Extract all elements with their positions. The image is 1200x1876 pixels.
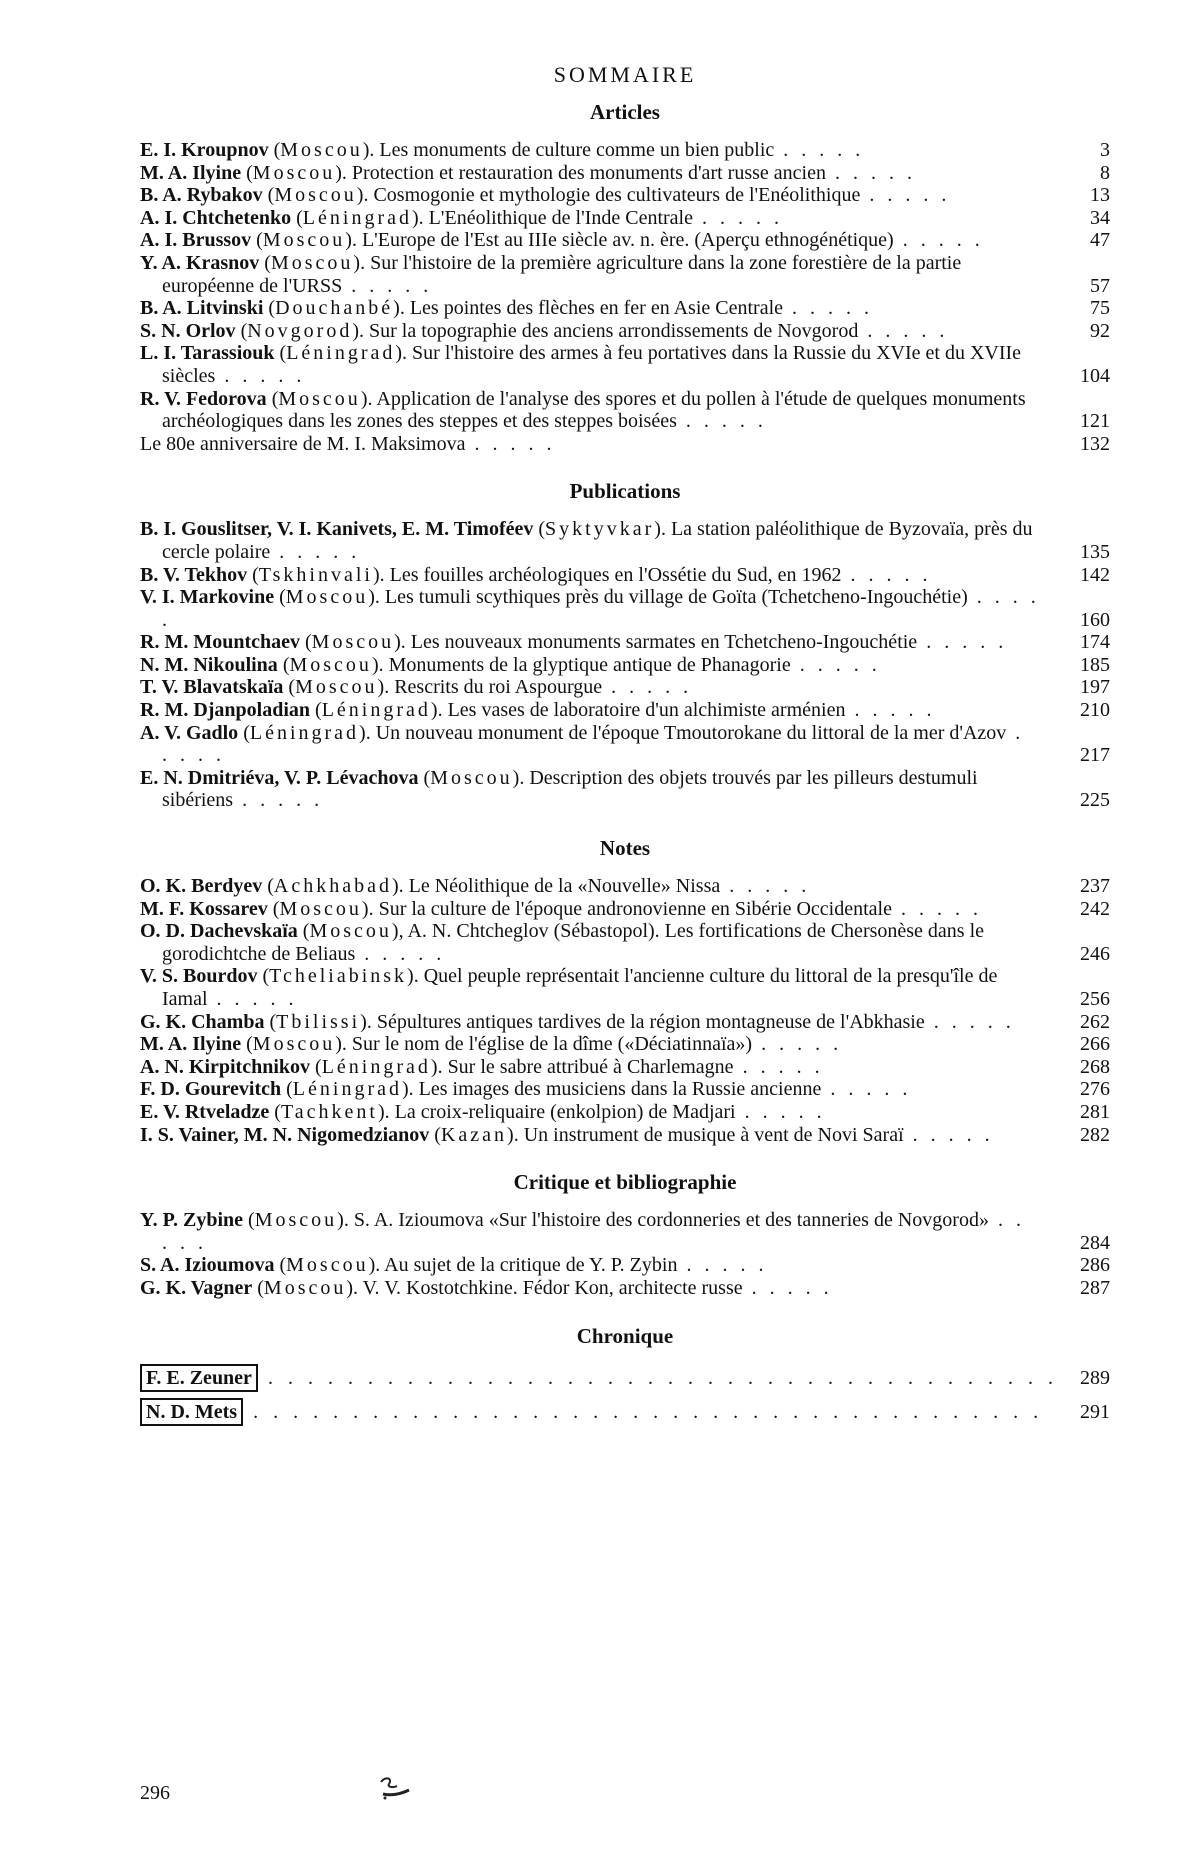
- entry-place: Tbilissi: [276, 1010, 361, 1033]
- toc-entry: R. M. Djanpoladian (Léningrad). Les vases de laboratoire d'un alchimiste arménien . . . . . 210: [140, 699, 1110, 722]
- entry-page-number: 13: [1090, 184, 1110, 207]
- entry-page-number: 210: [1080, 699, 1110, 722]
- entry-author: M. A. Ilyine: [140, 161, 242, 184]
- toc-entry: M. A. Ilyine (Moscou). Protection et restauration des monuments d'art russe ancien . . . . . 8: [140, 161, 1110, 184]
- entry-author: G. K. Vagner: [140, 1276, 253, 1299]
- entry-page-number: 75: [1090, 297, 1110, 320]
- entry-page-number: 287: [1080, 1276, 1110, 1299]
- entry-place: Tachkent: [280, 1100, 378, 1123]
- leader-dots: . . . . .: [845, 699, 936, 722]
- entry-title: . L'Europe de l'Est au IIIe siècle av. n. ère. (Aperçu ethnogénétique): [351, 229, 894, 252]
- obituary-page-number: 289: [1080, 1366, 1110, 1389]
- entry-page-number: 225: [1080, 789, 1110, 812]
- entry-page-number: 242: [1080, 897, 1110, 920]
- leader-dots: . . . . .: [917, 631, 1008, 654]
- leader-dots: . . . . .: [841, 563, 932, 586]
- entry-title: . Les nouveaux monuments sarmates en Tchetcheno-Ingouchétie: [400, 631, 918, 654]
- entry-title: . Un instrument de musique à vent de Novi Saraï: [513, 1123, 904, 1146]
- entry-author: V. S. Bourdov: [140, 965, 258, 988]
- leader-dots: . . . . .: [860, 184, 951, 207]
- entry-page-number: 284: [1080, 1231, 1110, 1254]
- entry-page-number: 256: [1080, 988, 1110, 1010]
- entry-place: Douchanbé: [275, 297, 394, 320]
- leader-dots: . . . . .: [162, 1209, 1025, 1254]
- entry-author: A. I. Brussov: [140, 229, 252, 252]
- toc-entry: S. N. Orlov (Novgorod). Sur la topographie des anciens arrondissements de Novgorod . . . . . 92: [140, 319, 1110, 342]
- entry-place: Moscou: [311, 631, 395, 654]
- entry-title: . Un nouveau monument de l'époque Tmoutorokane du littoral de la mer d'Azov: [365, 721, 1007, 744]
- toc-entry: V. S. Bourdov (Tcheliabinsk). Quel peuple représentait l'ancienne culture du littoral de la presqu'île de Iamal . . . . . 256: [140, 965, 1110, 1010]
- leader-dots: . . . . .: [720, 875, 811, 898]
- entry-place: Syktyvkar: [545, 518, 655, 541]
- entry-page-number: 3: [1100, 139, 1110, 161]
- leader-dots: . . . . .: [215, 364, 306, 387]
- entry-author: E. I. Kroupnov: [140, 139, 269, 161]
- entry-author: N. M. Nikoulina: [140, 653, 278, 676]
- entry-title: . Quel peuple représentait l'ancienne culture du littoral de la presqu'île de Iamal: [162, 965, 998, 1010]
- entry-title: . S. A. Izioumova «Sur l'histoire des cordonneries et des tanneries de Novgorod»: [343, 1209, 989, 1232]
- leader-dots: . . . . .: [465, 432, 556, 455]
- entry-place: Moscou: [279, 897, 362, 920]
- entry-page-number: 47: [1090, 229, 1110, 252]
- toc-entry: B. V. Tekhov (Tskhinvali). Les fouilles archéologiques en l'Ossétie du Sud, en 1962 . . . . . 142: [140, 563, 1110, 586]
- leader-dots: . . . . .: [774, 139, 865, 161]
- toc-entry: A. I. Brussov (Moscou). L'Europe de l'Est au IIIe siècle av. n. ère. (Aperçu ethnogénétique) . . . . . 47: [140, 229, 1110, 252]
- entry-title: . Les fouilles archéologiques en l'Ossétie du Sud, en 1962: [379, 563, 842, 586]
- leader-dots: . . . . .: [825, 161, 916, 184]
- section-heading-chronique: Chronique: [576, 1323, 674, 1348]
- obituary-name: F. E. Zeuner: [140, 1364, 258, 1392]
- entry-title: . Sur le nom de l'église de la dîme («Déciatinnaïa»): [341, 1033, 753, 1056]
- section-heading: Notes: [599, 836, 651, 861]
- chronique-section: [140, 1324, 1110, 1431]
- contents-sections: [140, 100, 1110, 1300]
- entry-author: E. V. Rtveladze: [140, 1100, 270, 1123]
- entry-author: I. S. Vainer, M. N. Nigomedzianov: [140, 1123, 430, 1146]
- entry-page-number: 92: [1090, 319, 1110, 342]
- entry-author: A. N. Kirpitchnikov: [140, 1055, 311, 1078]
- leader-dots: . . . . .: [677, 1254, 768, 1277]
- entry-page-number: 237: [1080, 875, 1110, 898]
- entry-page-number: 34: [1090, 206, 1110, 229]
- toc-entry: E. N. Dmitriéva, V. P. Lévachova (Moscou). Description des objets trouvés par les pilleurs destumuli sibériens . . . . . 225: [140, 766, 1110, 812]
- entry-place: Léningrad: [321, 699, 431, 722]
- entry-author: O. K. Berdyev: [140, 875, 263, 898]
- toc-entry: B. A. Rybakov (Moscou). Cosmogonie et mythologie des cultivateurs de l'Enéolithique . . . . . 13: [140, 184, 1110, 207]
- entry-page-number: 197: [1080, 676, 1110, 699]
- page-title: SOMMAIRE: [553, 62, 697, 87]
- entry-author: S. N. Orlov: [140, 319, 236, 342]
- leader-dots: . . . . .: [355, 942, 446, 965]
- entry-page-number: 281: [1080, 1100, 1110, 1123]
- entry-author: F. D. Gourevitch: [140, 1078, 282, 1101]
- obituary-entry: [140, 1397, 1110, 1431]
- entry-place: Moscou: [286, 1254, 369, 1277]
- toc-entry: G. K. Vagner (Moscou). V. V. Kostotchkine. Fédor Kon, architecte russe . . . . . 287: [140, 1276, 1110, 1299]
- stamp-mark: [375, 1772, 415, 1802]
- entry-author: B. I. Gouslitser, V. I. Kanivets, E. M. Timoféev: [140, 518, 534, 541]
- entry-title: . V. V. Kostotchkine. Fédor Kon, architecte russe: [353, 1276, 743, 1299]
- leader-dots: . . . . .: [162, 721, 1025, 767]
- toc-entry: F. D. Gourevitch (Léningrad). Les images des musiciens dans la Russie ancienne . . . . . 276: [140, 1078, 1110, 1101]
- toc-entry: V. I. Markovine (Moscou). Les tumuli scythiques près du village de Goïta (Tchetcheno-Ingouchétie) . . . . . 160: [140, 586, 1110, 631]
- entry-author: E. N. Dmitriéva, V. P. Lévachova: [140, 766, 419, 789]
- leader-dots: . . . . .: [752, 1033, 843, 1056]
- entry-page-number: 174: [1080, 631, 1110, 654]
- toc-entry: A. V. Gadlo (Léningrad). Un nouveau monument de l'époque Tmoutorokane du littoral de la mer d'Azov . . . . . 217: [140, 721, 1110, 767]
- entry-place: Moscou: [252, 1033, 336, 1056]
- entry-place: Léningrad: [292, 1078, 402, 1101]
- leader-dots: . . . . .: [821, 1078, 912, 1101]
- entry-page-number: 132: [1080, 432, 1110, 455]
- entry-title: . Description des objets trouvés par les pilleurs destumuli sibériens: [162, 766, 978, 812]
- toc-entry: I. S. Vainer, M. N. Nigomedzianov (Kazan). Un instrument de musique à vent de Novi Saraï . . . . . 282: [140, 1123, 1110, 1146]
- entry-title: . Les images des musiciens dans la Russie ancienne: [408, 1078, 822, 1101]
- entry-page-number: 121: [1080, 410, 1110, 433]
- table-of-contents: [140, 62, 1110, 1431]
- entry-author: R. V. Fedorova: [140, 387, 267, 410]
- toc-entry: R. V. Fedorova (Moscou). Application de l'analyse des spores et du pollen à l'étude de quelques monuments archéologiques dans les zones des steppes et des steppes boisées . . . . . 121: [140, 387, 1110, 433]
- leader-dots: . . . . .: [233, 789, 324, 812]
- entry-author: T. V. Blavatskaïa: [140, 676, 284, 699]
- entry-place: Moscou: [270, 251, 354, 274]
- obituary-name: N. D. Mets: [140, 1398, 243, 1426]
- entry-place: Léningrad: [249, 721, 360, 744]
- leader-dots: . . . . .: [903, 1123, 994, 1146]
- toc-entry: G. K. Chamba (Tbilissi). Sépultures antiques tardives de la région montagneuse de l'Abkhasie . . . . . 262: [140, 1010, 1110, 1033]
- entry-title: . Les tumuli scythiques près du village de Goïta (Tchetcheno-Ingouchétie): [374, 586, 968, 609]
- entry-author: Y. P. Zybine: [140, 1209, 244, 1232]
- entry-title: . Sur le sabre attribué à Charlemagne: [437, 1055, 734, 1078]
- entry-page-number: 8: [1100, 161, 1110, 184]
- entry-author: M. F. Kossarev: [140, 897, 268, 920]
- obituary-entry: [140, 1363, 1110, 1397]
- entry-title: . Le Néolithique de la «Nouvelle» Nissa: [398, 875, 721, 898]
- entry-title: . Rescrits du roi Aspourgue: [384, 676, 603, 699]
- leader-dots: . . . . .: [858, 319, 949, 342]
- leader-dots: . . . . .: [733, 1055, 824, 1078]
- section-heading: Critique et bibliographie: [513, 1170, 737, 1195]
- entry-author: M. A. Ilyine: [140, 1033, 242, 1056]
- entry-title: Le 80e anniversaire de M. I. Maksimova: [140, 432, 466, 455]
- page-number-folio: 296: [140, 1782, 170, 1804]
- entry-title: . Au sujet de la critique de Y. P. Zybin: [375, 1254, 678, 1277]
- section-heading: Publications: [569, 479, 681, 504]
- chronique-entries: [140, 1363, 1110, 1431]
- entry-page-number: 57: [1090, 274, 1110, 297]
- toc-entry: [140, 433, 1110, 456]
- toc-entry: B. A. Litvinski (Douchanbé). Les pointes des flèches en fer en Asie Centrale . . . . . 75: [140, 297, 1110, 320]
- entry-page-number: 246: [1080, 942, 1110, 965]
- toc-entry: M. A. Ilyine (Moscou). Sur le nom de l'église de la dîme («Déciatinnaïa») . . . . . 266: [140, 1033, 1110, 1056]
- entry-title: . Cosmogonie et mythologie des cultivateurs de l'Enéolithique: [363, 184, 861, 207]
- leader-dots: . . . . .: [893, 229, 984, 252]
- entry-place: Léningrad: [302, 206, 412, 229]
- leader-dots: . . . . .: [602, 676, 693, 699]
- toc-entry: N. M. Nikoulina (Moscou). Monuments de la glyptique antique de Phanagorie . . . . . 185: [140, 653, 1110, 676]
- entry-page-number: 185: [1080, 653, 1110, 676]
- entry-place: Moscou: [285, 586, 369, 609]
- entry-title: . Les monuments de culture comme un bien public: [369, 139, 775, 161]
- toc-entry: B. I. Gouslitser, V. I. Kanivets, E. M. Timoféev (Syktyvkar). La station paléolithique de Byzovaïa, près du cercle polaire . . . . . 135: [140, 518, 1110, 563]
- entry-author: L. I. Tarassiouk: [140, 342, 275, 365]
- entry-author: G. K. Chamba: [140, 1010, 265, 1033]
- entry-title: . Sur la topographie des anciens arrondissements de Novgorod: [359, 319, 859, 342]
- entry-author: B. A. Litvinski: [140, 297, 264, 320]
- leader-dots: . . . . .: [693, 206, 783, 229]
- entry-page-number: 266: [1080, 1033, 1110, 1056]
- leader-dots: . . . . .: [162, 586, 1040, 631]
- entry-author: A. I. Chtchetenko: [140, 206, 292, 229]
- entry-place: Tcheliabinsk: [269, 965, 408, 988]
- leader-dots: . . . . . . . . . . . . . . . . . . . . . . . . . . . . . . . . . . . . . . . .: [243, 1400, 1044, 1423]
- entry-place: Moscou: [278, 387, 361, 410]
- leader-dots: . . . . .: [735, 1100, 826, 1123]
- entry-place: Moscou: [254, 1209, 338, 1232]
- toc-entry: E. V. Rtveladze (Tachkent). La croix-reliquaire (enkolpion) de Madjari . . . . . 281: [140, 1100, 1110, 1123]
- entry-place: Moscou: [309, 920, 392, 943]
- entry-place: Moscou: [263, 1276, 347, 1299]
- entry-page-number: 217: [1080, 744, 1110, 767]
- toc-entry: A. I. Chtchetenko (Léningrad). L'Enéolithique de l'Inde Centrale . . . . . 34: [140, 206, 1110, 229]
- entry-place: Léningrad: [321, 1055, 431, 1078]
- entry-place: Moscou: [430, 766, 513, 789]
- entry-title: . Les pointes des flèches en fer en Asie Centrale: [399, 297, 784, 320]
- toc-entry: E. I. Kroupnov (Moscou). Les monuments de culture comme un bien public . . . . . 3: [140, 139, 1110, 161]
- leader-dots: . . . . .: [790, 653, 881, 676]
- toc-entry: O. K. Berdyev (Achkhabad). Le Néolithique de la «Nouvelle» Nissa . . . . . 237: [140, 875, 1110, 898]
- entry-place: Moscou: [252, 161, 336, 184]
- entry-author: Y. A. Krasnov: [140, 251, 260, 274]
- toc-entry: Y. A. Krasnov (Moscou). Sur l'histoire de la première agriculture dans la zone forestière de la partie européenne de l'URSS . . . . . 57: [140, 251, 1110, 297]
- entry-author: R. M. Djanpoladian: [140, 699, 311, 722]
- entry-place: Moscou: [295, 676, 378, 699]
- entry-page-number: 135: [1080, 540, 1110, 563]
- leader-dots: . . . . .: [742, 1276, 833, 1299]
- entry-place: Tskhinvali: [258, 563, 373, 586]
- entry-place: Moscou: [262, 229, 346, 252]
- toc-entry: L. I. Tarassiouk (Léningrad). Sur l'histoire des armes à feu portatives dans la Russie du XVIe et du XVIIe siècles . . . . . 104: [140, 342, 1110, 387]
- entry-title: . Sépultures antiques tardives de la région montagneuse de l'Abkhasie: [366, 1010, 925, 1033]
- leader-dots: . . . . .: [783, 297, 874, 320]
- toc-entry: A. N. Kirpitchnikov (Léningrad). Sur le sabre attribué à Charlemagne . . . . . 268: [140, 1055, 1110, 1078]
- entry-author: R. M. Mountchaev: [140, 631, 300, 654]
- entry-place: Achkhabad: [273, 875, 392, 898]
- entry-title: . Sur l'histoire des armes à feu portatives dans la Russie du XVIe et du XVIIe siècles: [162, 342, 1022, 387]
- entry-title: . Sur l'histoire de la première agriculture dans la zone forestière de la partie européenne de l'URSS: [162, 251, 962, 297]
- entry-place: Moscou: [280, 139, 363, 161]
- entry-page-number: 276: [1080, 1078, 1110, 1101]
- entry-place: Léningrad: [286, 342, 396, 365]
- entry-title: . L'Enéolithique de l'Inde Centrale: [418, 206, 693, 229]
- entry-page-number: 262: [1080, 1010, 1110, 1033]
- entry-author: V. I. Markovine: [140, 586, 275, 609]
- entry-page-number: 286: [1080, 1254, 1110, 1277]
- entry-place: Moscou: [274, 184, 357, 207]
- entry-place: Moscou: [289, 653, 372, 676]
- entry-title: . Monuments de la glyptique antique de Phanagorie: [378, 653, 791, 676]
- leader-dots: . . . . .: [342, 274, 433, 297]
- entry-page-number: 282: [1080, 1123, 1110, 1146]
- entry-page-number: 104: [1080, 364, 1110, 387]
- entry-author: S. A. Izioumova: [140, 1254, 275, 1277]
- entry-author: B. A. Rybakov: [140, 184, 263, 207]
- entry-page-number: 142: [1080, 563, 1110, 586]
- toc-entry: R. M. Mountchaev (Moscou). Les nouveaux monuments sarmates en Tchetcheno-Ingouchétie . . . . . 174: [140, 631, 1110, 654]
- toc-entry: T. V. Blavatskaïa (Moscou). Rescrits du roi Aspourgue . . . . . 197: [140, 676, 1110, 699]
- obituary-page-number: 291: [1080, 1400, 1110, 1423]
- toc-entry: M. F. Kossarev (Moscou). Sur la culture de l'époque andronovienne en Sibérie Occidentale . . . . . 242: [140, 897, 1110, 920]
- toc-entry: Y. P. Zybine (Moscou). S. A. Izioumova «Sur l'histoire des cordonneries et des tanneries de Novgorod» . . . . . 284: [140, 1209, 1110, 1254]
- entry-author: A. V. Gadlo: [140, 721, 239, 744]
- entry-author: O. D. Dachevskaïa: [140, 920, 298, 943]
- entry-title: . Protection et restauration des monuments d'art russe ancien: [341, 161, 826, 184]
- leader-dots: . . . . .: [924, 1010, 1015, 1033]
- entry-page-number: 268: [1080, 1055, 1110, 1078]
- leader-dots: . . . . .: [892, 897, 982, 920]
- leader-dots: . . . . .: [207, 988, 298, 1010]
- toc-entry: O. D. Dachevskaïa (Moscou), A. N. Chtcheglov (Sébastopol). Les fortifications de Chersonèse dans le gorodichtche de Beliaus . . . . . 246: [140, 920, 1110, 965]
- entry-title: . Les vases de laboratoire d'un alchimiste arménien: [437, 699, 846, 722]
- entry-title: . Application de l'analyse des spores et du pollen à l'étude de quelques monuments archéologiques dans les zones des steppes et des steppes boisées: [162, 387, 1026, 433]
- entry-author: B. V. Tekhov: [140, 563, 248, 586]
- entry-title: ), A. N. Chtcheglov (Sébastopol). Les fortifications de Chersonèse dans le gorodichtche de Beliaus: [162, 920, 985, 965]
- section-heading: Articles: [590, 100, 660, 124]
- entry-title: . La station paléolithique de Byzovaïa, près du cercle polaire: [162, 518, 1033, 563]
- toc-entry: S. A. Izioumova (Moscou). Au sujet de la critique de Y. P. Zybin . . . . . 286: [140, 1254, 1110, 1277]
- entry-page-number: 160: [1080, 608, 1110, 631]
- leader-dots: . . . . .: [676, 410, 767, 433]
- leader-dots: . . . . .: [270, 540, 361, 563]
- entry-place: Kazan: [440, 1123, 508, 1146]
- entry-title: . La croix-reliquaire (enkolpion) de Madjari: [384, 1100, 736, 1123]
- entry-title: . Sur la culture de l'époque andronovienne en Sibérie Occidentale: [368, 897, 892, 920]
- leader-dots: . . . . . . . . . . . . . . . . . . . . . . . . . . . . . . . . . . . . . . . .: [257, 1366, 1058, 1389]
- entry-place: Novgorod: [247, 319, 353, 342]
